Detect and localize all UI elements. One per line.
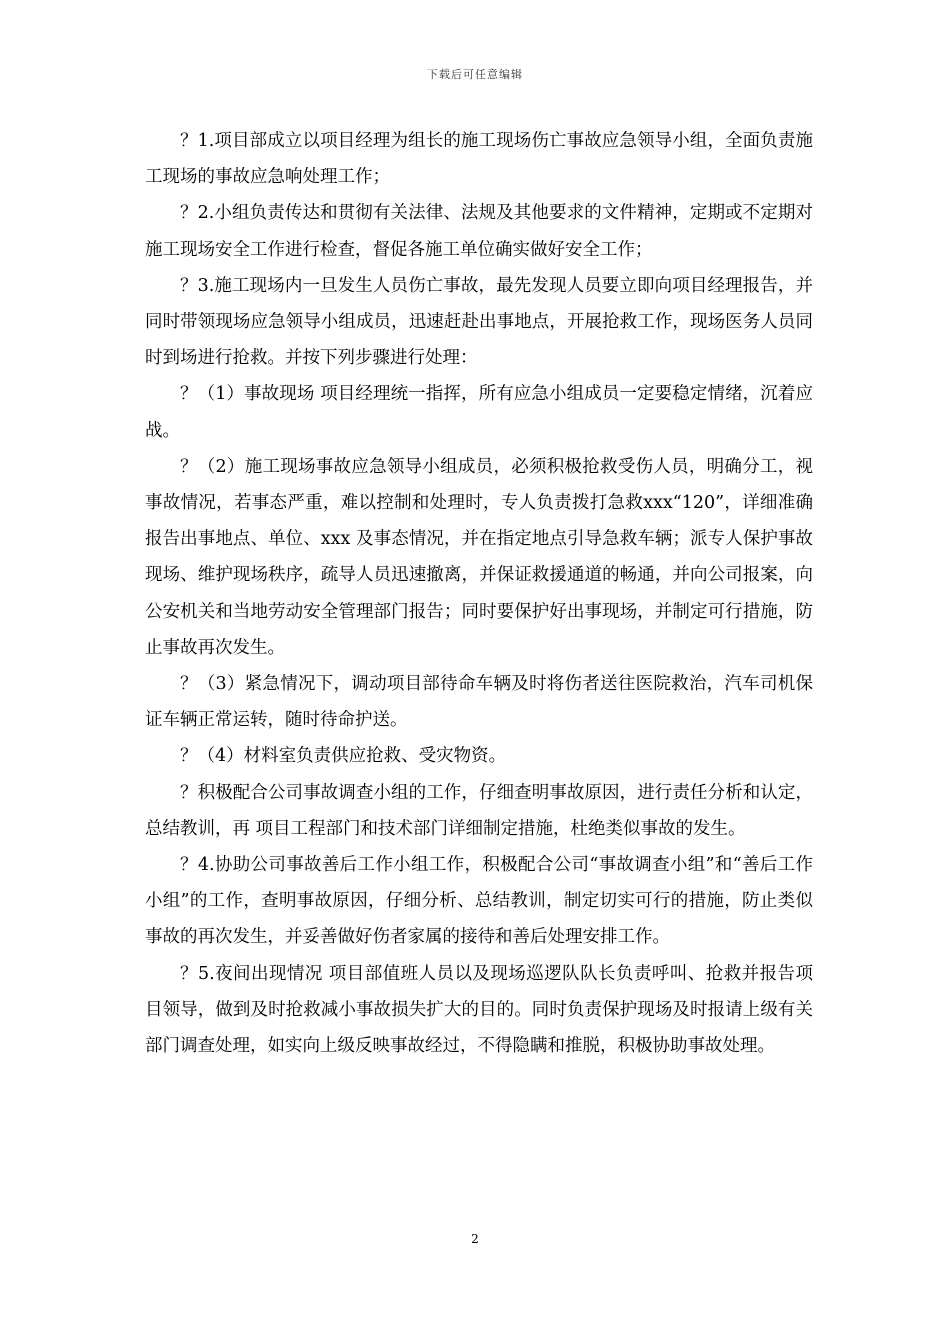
paragraph-7: ？（4）材料室负责供应抢救、受灾物资。 — [180, 746, 507, 767]
page-number: 2 — [471, 1232, 479, 1246]
paragraph-10: ？5.夜间出现情况 项目部值班人员以及现场巡逻队队长负责呼叫、抢救并报告项目领导，做到及时抢救减小事故损失扩大的目的。同时负责保护现场及时报请上级有关部门调查处理，如实向上级反映事故经过，不得隐瞒和推脱，积极协助事故处理。 — [145, 963, 813, 1057]
page-header: 下载后可任意编辑 — [427, 68, 523, 81]
paragraph-4: ？（1）事故现场 项目经理统一指挥，所有应急小组成员一定要稳定情绪，沉着应战。 — [145, 384, 813, 441]
paragraph-2: ？2.小组负责传达和贯彻有关法律、法规及其他要求的文件精神，定期或不定期对施工现场安全工作进行检查，督促各施工单位确实做好安全工作； — [145, 203, 813, 260]
paragraph-1: ？1.项目部成立以项目经理为组长的施工现场伤亡事故应急领导小组，全面负责施工现场的事故应急响处理工作； — [145, 131, 813, 188]
document-body — [145, 123, 813, 1064]
paragraph-3: ？3.施工现场内一旦发生人员伤亡事故，最先发现人员要立即向项目经理报告，并同时带领现场应急领导小组成员，迅速赶赴出事地点，开展抢救工作，现场医务人员同时到场进行抢救。并按下列步骤进行处理： — [145, 275, 813, 369]
paragraph-5: ？（2）施工现场事故应急领导小组成员，必须积极抢救受伤人员，明确分工，视事故情况，若事态严重，难以控制和处理时，专人负责拨打急救xxx“120”，详细准确报告出事地点、单位、xxx 及事态情况，并在指定地点引导急救车辆；派专人保护事故现场、维护现场秩序，疏导人员迅速撤离，并保证救援通道的畅通，并向公司报案，向公安机关和当地劳动安全管理部门报告；同时要保护好出事现场，并制定可行措施，防止事故再次发生。 — [145, 456, 813, 658]
paragraph-9: ？4.协助公司事故善后工作小组工作，积极配合公司“事故调查小组”和“善后工作小组”的工作，查明事故原因，仔细分析、总结教训，制定切实可行的措施，防止类似事故的再次发生，并妥善做好伤者家属的接待和善后处理安排工作。 — [145, 855, 813, 948]
paragraph-8: ？积极配合公司事故调查小组的工作，仔细查明事故原因，进行责任分析和认定，总结教训，再 项目工程部门和技术部门详细制定措施，杜绝类似事故的发生。 — [145, 782, 813, 839]
paragraph-6: ？（3）紧急情况下，调动项目部待命车辆及时将伤者送往医院救治，汽车司机保证车辆正常运转，随时待命护送。 — [145, 674, 813, 731]
